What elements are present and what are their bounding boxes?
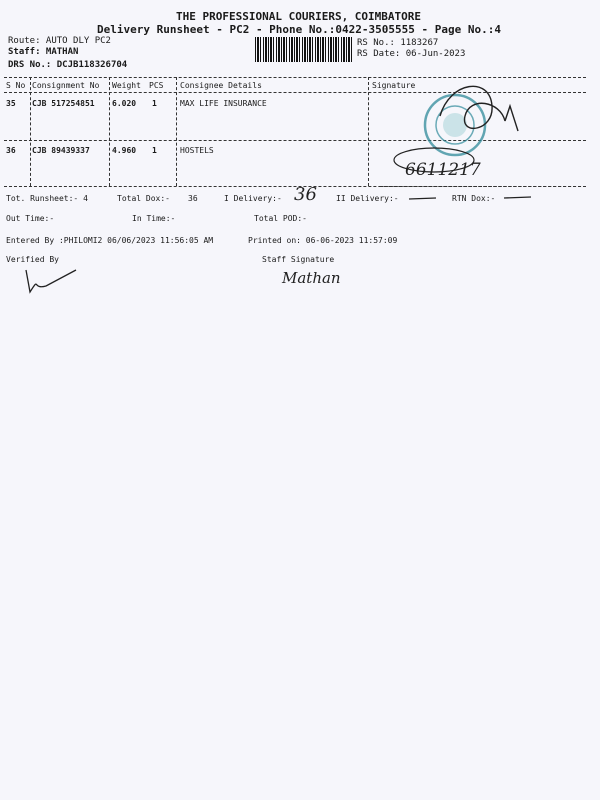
tot-runsheet: Tot. Runsheet:- 4 bbox=[6, 194, 88, 203]
runsheet-title: Delivery Runsheet - PC2 - Phone No.:0422-3505555 - Page No.:4 bbox=[97, 23, 501, 36]
col-signature: Signature bbox=[372, 81, 416, 90]
handwritten-number: 6611217 bbox=[405, 160, 481, 180]
in-time: In Time:- bbox=[132, 214, 176, 223]
verified-by-label: Verified By bbox=[6, 255, 59, 264]
col-pcs: PCS bbox=[149, 81, 164, 90]
drs-number: DRS No.: DCJB118326704 bbox=[8, 60, 128, 70]
row-sno: 36 bbox=[6, 146, 16, 155]
row-weight: 6.020 bbox=[112, 99, 137, 108]
col-consignment: Consignment No bbox=[32, 81, 100, 90]
row-pcs: 1 bbox=[152, 146, 157, 155]
ii-delivery-label: II Delivery:- bbox=[336, 194, 399, 203]
row-pcs: 1 bbox=[152, 99, 157, 108]
entered-by: Entered By :PHILOMI2 06/06/2023 11:56:05 AM bbox=[6, 236, 214, 245]
total-dox-label: Total Dox:- bbox=[117, 194, 170, 203]
col-divider bbox=[30, 77, 31, 186]
rs-number: RS No.: 1183267 bbox=[357, 38, 439, 48]
col-divider bbox=[109, 77, 110, 186]
row-weight: 4.960 bbox=[112, 146, 137, 155]
staff-label: Staff: MATHAN bbox=[8, 47, 79, 57]
row-consignment: CJB 89439337 bbox=[32, 146, 90, 155]
row-consignee: HOSTELS bbox=[180, 146, 214, 155]
col-sno: S No bbox=[6, 81, 26, 90]
row-consignee: MAX LIFE INSURANCE bbox=[180, 99, 267, 108]
barcode bbox=[255, 37, 352, 62]
route-label: Route: AUTO DLY PC2 bbox=[8, 36, 111, 46]
verified-signature bbox=[18, 266, 78, 296]
out-time: Out Time:- bbox=[6, 214, 55, 223]
ii-delivery-dash bbox=[408, 196, 438, 202]
signature-scribble bbox=[430, 76, 530, 146]
i-delivery-label: I Delivery:- bbox=[224, 194, 282, 203]
col-divider bbox=[176, 77, 177, 186]
rtn-dox-label: RTN Dox:- bbox=[452, 194, 496, 203]
col-divider bbox=[368, 77, 369, 186]
row-sno: 35 bbox=[6, 99, 16, 108]
company-title: THE PROFESSIONAL COURIERS, COIMBATORE bbox=[176, 10, 422, 23]
rs-date: RS Date: 06-Jun-2023 bbox=[357, 49, 466, 59]
rtn-dox-dash bbox=[503, 195, 533, 201]
printed-on: Printed on: 06-06-2023 11:57:09 bbox=[248, 236, 398, 245]
summary-rule bbox=[380, 186, 586, 187]
total-pod: Total POD:- bbox=[254, 214, 307, 223]
staff-signature-name: Mathan bbox=[282, 269, 341, 287]
col-weight: Weight bbox=[112, 81, 141, 90]
i-delivery-value: 36 bbox=[294, 184, 317, 205]
row-consignment: CJB 517254851 bbox=[32, 99, 95, 108]
col-consignee: Consignee Details bbox=[180, 81, 262, 90]
staff-signature-label: Staff Signature bbox=[262, 255, 335, 264]
total-dox-value: 36 bbox=[188, 194, 198, 203]
